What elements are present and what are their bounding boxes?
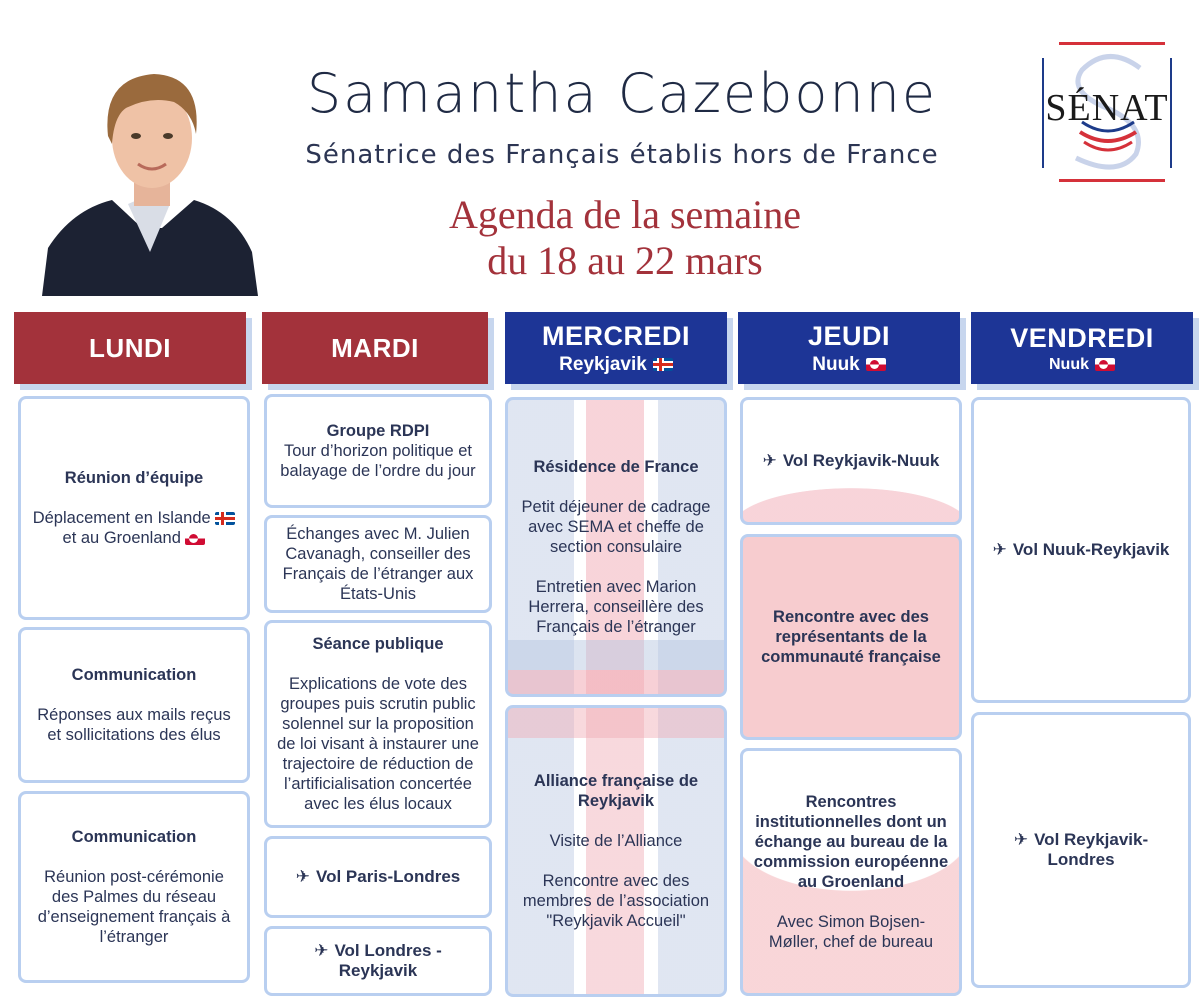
day-header-lundi bbox=[14, 312, 246, 384]
day-header-mardi bbox=[262, 312, 488, 384]
card-body bbox=[63, 528, 206, 548]
day-name: JEUDI bbox=[807, 320, 891, 351]
flight-label: Vol Reykjavik-Nuuk bbox=[782, 451, 940, 470]
flight-label: Vol Nuuk-Reykjavik bbox=[1012, 540, 1170, 559]
card-body: Réponses aux mails reçus et sollicitations des élus bbox=[37, 706, 231, 744]
card-body: Réunion post-cérémonie des Palmes du réseau d’enseignement français à l’étranger bbox=[37, 868, 231, 946]
agenda-card-vendredi-1 bbox=[971, 397, 1191, 703]
day-name: MARDI bbox=[331, 332, 419, 363]
flight-label: Vol Reykjavik-Londres bbox=[1034, 830, 1149, 869]
agenda-card-jeudi-3 bbox=[740, 748, 962, 996]
card-body: Visite de l’Alliance bbox=[549, 832, 683, 850]
agenda-title-line1: Agenda de la semaine bbox=[448, 192, 802, 237]
agenda-card-lundi-2 bbox=[18, 627, 250, 783]
card-body: Avec Simon Bojsen-Møller, chef de bureau bbox=[768, 913, 934, 951]
agenda-title bbox=[300, 192, 950, 284]
card-body: Tour d’horizon politique et balayage de l’ordre du jour bbox=[280, 442, 476, 480]
agenda-card-lundi-3 bbox=[18, 791, 250, 983]
logo-bottom-bar bbox=[1059, 179, 1165, 182]
day-location bbox=[1049, 356, 1115, 374]
flight-label: Vol Paris-Londres bbox=[316, 867, 461, 886]
day-location bbox=[812, 354, 886, 376]
day-header-vendredi bbox=[971, 312, 1193, 384]
logo-text: SÉNAT bbox=[1045, 87, 1169, 129]
card-body-line: et au Groenland bbox=[62, 529, 181, 547]
card-body bbox=[763, 451, 940, 471]
agenda-card-mardi-5 bbox=[264, 926, 492, 996]
card-title: Communication bbox=[71, 666, 197, 684]
card-body: Petit déjeuner de cadrage avec SEMA et cheffe de section consulaire bbox=[521, 498, 711, 556]
agenda-card-mercredi-1 bbox=[505, 397, 727, 697]
location-label: Nuuk bbox=[1049, 355, 1089, 373]
iceland-flag-icon bbox=[215, 512, 235, 525]
card-body: Échanges avec M. Julien Cavanagh, conseiller des Français de l’étranger aux États-Unis bbox=[282, 525, 474, 603]
senat-logo bbox=[1040, 40, 1174, 186]
airplane-icon: ✈ bbox=[762, 451, 777, 470]
card-body bbox=[296, 867, 460, 887]
airplane-icon: ✈ bbox=[1013, 830, 1029, 849]
card-title: Rencontres institutionnelles dont un échange au bureau de la commission européenne au Groenland bbox=[753, 793, 949, 891]
iceland-flag-icon bbox=[653, 358, 673, 371]
card-body bbox=[33, 508, 236, 528]
senator-portrait bbox=[42, 52, 258, 296]
greenland-flag-icon bbox=[866, 358, 886, 371]
agenda-card-jeudi-2 bbox=[740, 534, 962, 740]
agenda-card-mercredi-2 bbox=[505, 705, 727, 997]
day-name: VENDREDI bbox=[1010, 322, 1154, 353]
card-body bbox=[993, 540, 1170, 560]
agenda-card-mardi-3 bbox=[264, 620, 492, 828]
airplane-icon: ✈ bbox=[314, 941, 329, 960]
card-body bbox=[277, 941, 479, 981]
day-header-mercredi bbox=[505, 312, 727, 384]
agenda-card-mardi-4 bbox=[264, 836, 492, 918]
card-body: Explications de vote des groupes puis scrutin public solennel sur la proposition de loi visant à instaurer une trajectoire de réduction de l’artificialisation concertée avec les élus locaux bbox=[277, 675, 479, 813]
card-body-2: Rencontre avec des membres de l’association "Reykjavik Accueil" bbox=[522, 872, 710, 930]
agenda-card-mardi-1 bbox=[264, 394, 492, 508]
card-title: Rencontre avec des représentants de la communauté française bbox=[761, 608, 941, 666]
agenda-card-vendredi-2 bbox=[971, 712, 1191, 988]
card-title: Communication bbox=[71, 828, 197, 846]
agenda-card-jeudi-1 bbox=[740, 397, 962, 525]
senator-name: Samantha Cazebonne bbox=[306, 62, 938, 125]
flight-label: Vol Londres - Reykjavik bbox=[334, 941, 442, 980]
agenda-card-mardi-2 bbox=[264, 515, 492, 613]
card-title: Réunion d’équipe bbox=[64, 469, 204, 487]
location-label: Reykjavik bbox=[559, 353, 647, 375]
card-title: Séance publique bbox=[312, 635, 444, 653]
airplane-icon: ✈ bbox=[295, 867, 311, 886]
airplane-icon: ✈ bbox=[992, 540, 1007, 559]
greenland-flag-icon bbox=[1095, 358, 1115, 371]
agenda-dates: du 18 au 22 mars bbox=[487, 238, 763, 283]
card-body-2: Entretien avec Marion Herrera, conseillère des Français de l’étranger bbox=[528, 578, 704, 636]
card-title: Résidence de France bbox=[533, 458, 699, 476]
card-body bbox=[984, 830, 1178, 870]
senator-subtitle: Sénatrice des Français établis hors de France bbox=[305, 140, 939, 170]
card-title: Groupe RDPI bbox=[326, 422, 430, 440]
day-header-jeudi bbox=[738, 312, 960, 384]
card-body-line: Déplacement en Islande bbox=[32, 509, 211, 527]
card-title: Alliance française de Reykjavik bbox=[533, 772, 699, 810]
location-label: Nuuk bbox=[812, 353, 860, 375]
greenland-flag-icon bbox=[185, 532, 205, 545]
logo-top-bar bbox=[1059, 42, 1165, 45]
agenda-card-lundi-1 bbox=[18, 396, 250, 620]
day-location bbox=[559, 354, 673, 376]
day-name: MERCREDI bbox=[541, 320, 690, 351]
day-name: LUNDI bbox=[89, 332, 171, 363]
